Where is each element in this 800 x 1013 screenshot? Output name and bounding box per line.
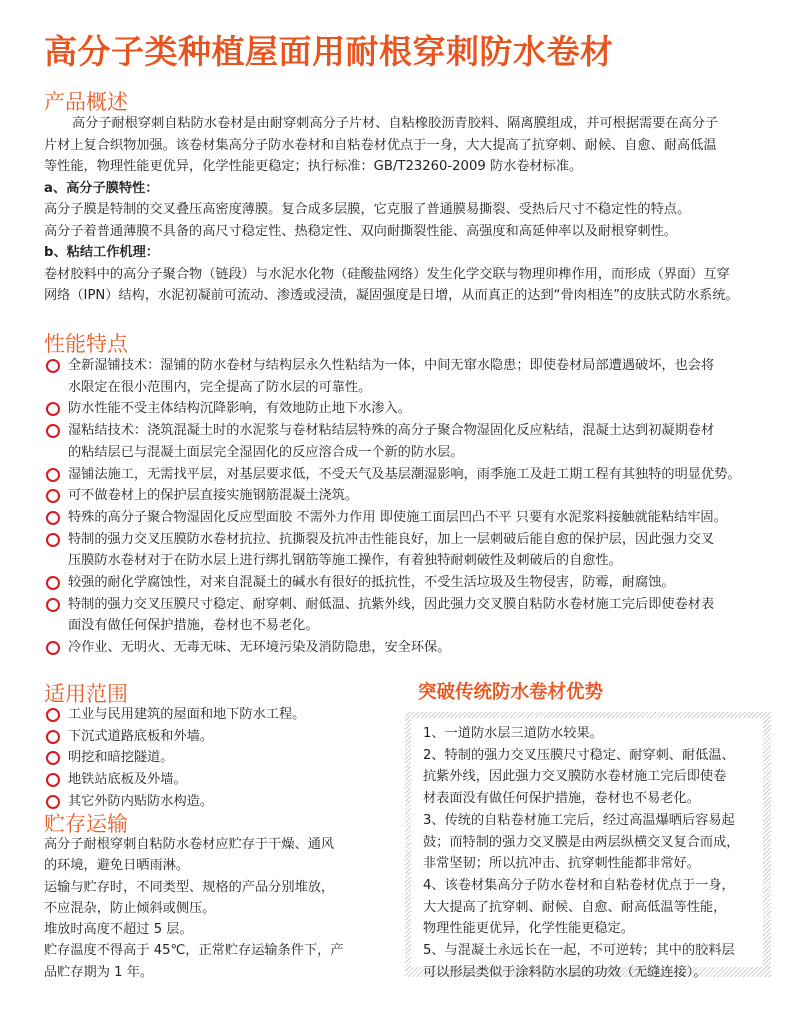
storage-line: 堆放时高度不超过 5 层。 xyxy=(44,922,193,938)
overview-heading: 产品概述 xyxy=(44,90,128,114)
feature-item: 特殊的高分子聚合物湿固化反应型面胶 不需外力作用 即使施工面层凹凸不平 只要有水泥浆料接触就能粘结牢固。 xyxy=(44,507,784,529)
advantage-line: 抗紫外线，因此强力交叉膜防水卷材施工完后即使卷 xyxy=(423,769,727,785)
circle-bullet-icon xyxy=(46,359,60,373)
feature-item: 冷作业、无明火、无毒无味、无环境污染及消防隐患，安全环保。 xyxy=(44,637,784,659)
overview-intro-line: 片材上复合织物加强。该卷材集高分子防水卷材和自粘卷材优点于一身，大大提高了抗穿刺、耐候、自愈、耐高低温 xyxy=(44,137,717,153)
circle-bullet-icon xyxy=(46,511,60,525)
advantage-line: 3、传统的自粘卷材施工完后，经过高温爆晒后容易起 xyxy=(423,812,735,828)
advantage-line: 1、一道防水层三道防水较果。 xyxy=(423,726,603,741)
advantage-line: 材表面没有做任何保护措施，卷材也不易老化。 xyxy=(423,791,700,807)
circle-bullet-icon xyxy=(46,773,60,787)
scope-item: 明挖和暗挖隧道。 xyxy=(44,747,384,769)
advantage-line: 可以形层类似于涂料防水层的功效（无缝连接）。 xyxy=(423,964,707,980)
scope-list xyxy=(44,704,384,813)
advantage-line: 5、与混凝土永远长在一起，不可逆转；其中的胶料层 xyxy=(423,943,735,959)
feature-item: 湿粘结技术：浇筑混凝土时的水泥浆与卷材粘结层特殊的高分子聚合物湿固化反应粘结，混凝土达到初凝期卷材 的粘结层已与混凝土面层完全湿固化的反应溶合成一个新的防水层。 xyxy=(44,420,784,463)
advantages-heading: 突破传统防水卷材优势 xyxy=(418,682,604,703)
storage-heading: 贮存运输 xyxy=(44,812,128,836)
circle-bullet-icon xyxy=(46,489,60,503)
bonding-mechanism-line: 卷材胶料中的高分子聚合物（链段）与水泥水化物（硅酸盐网络）发生化学交联与物理卯榫作用，而形成（界面）互穿 xyxy=(44,266,730,282)
advantage-line: 大大提高了抗穿刺、耐候、自愈、耐高低温等性能， xyxy=(423,899,727,915)
storage-line: 不应混杂，防止倾斜或侧压。 xyxy=(44,900,216,916)
circle-bullet-icon xyxy=(46,533,60,547)
bonding-mechanism-line: 网络（IPN）结构，水泥初凝前可流动、渗透或浸渍，凝固强度是日增，从而真正的达到“骨肉相连”的皮肤式防水系统。 xyxy=(44,288,739,303)
storage-line: 品贮存期为 1 年。 xyxy=(44,964,154,980)
feature-item: 湿铺法施工，无需找平层，对基层要求低，不受天气及基层潮湿影响，雨季施工及赶工期工程有其独特的明显优势。 xyxy=(44,464,784,486)
membrane-properties-line: 高分子着普通薄膜不具备的高尺寸稳定性、热稳定性、双向耐撕裂性能、高强度和高延伸率以及耐根穿刺性。 xyxy=(44,223,677,239)
storage-line: 高分子耐根穿刺自粘防水卷材应贮存于干燥、通风 xyxy=(44,837,335,852)
feature-item: 特制的强力交叉压膜防水卷材抗拉、抗撕裂及抗冲击性能良好，加上一层刺破后能自愈的保护层，因此强力交叉 压膜防水卷材对于在防水层上进行绑扎钢筋等施工操作，有着独特耐刺破性及刺破后的自愈性。 xyxy=(44,529,784,572)
circle-bullet-icon xyxy=(46,598,60,612)
membrane-properties-line: 高分子膜是特制的交叉叠压高密度薄膜。复合成多层膜，它克服了普通膜易撕裂、受热后尺寸不稳定性的特点。 xyxy=(44,202,691,217)
circle-bullet-icon xyxy=(46,576,60,590)
advantage-line: 物理性能更优异，化学性能更稳定。 xyxy=(423,921,634,937)
advantages-content xyxy=(411,718,763,980)
storage-line: 运输与贮存时，不同类型、规格的产品分别堆放， xyxy=(44,879,335,895)
storage-body xyxy=(44,834,344,983)
circle-bullet-icon xyxy=(46,424,60,438)
bonding-mechanism-heading: b、粘结工作机理： xyxy=(44,245,159,260)
overview-intro-line: 高分子耐根穿刺自粘防水卷材是由耐穿刺高分子片材、自粘橡胶沥青胶料、隔离膜组成，并可根据需要在高分子 xyxy=(72,116,719,131)
feature-item: 全新湿铺技术：湿铺的防水卷材与结构层永久性粘结为一体，中间无窜水隐患；即使卷材局部遭遇破坏，也会将 水限定在很小范围内，完全提高了防水层的可靠性。 xyxy=(44,355,784,398)
scope-item: 其它外防内贴防水构造。 xyxy=(44,791,384,813)
advantage-line: 2、特制的强力交叉压膜尺寸稳定、耐穿刺、耐低温、 xyxy=(423,747,735,763)
circle-bullet-icon xyxy=(46,402,60,416)
scope-item: 工业与民用建筑的屋面和地下防水工程。 xyxy=(44,704,384,726)
membrane-properties-heading: a、高分子膜特性： xyxy=(44,180,159,196)
overview-intro-line: 等性能，物理性能更优异，化学性能更稳定；执行标准：GB/T23260-2009 防水卷材标准。 xyxy=(44,159,583,174)
circle-bullet-icon xyxy=(46,468,60,482)
feature-item: 防水性能不受主体结构沉降影响，有效地防止地下水渗入。 xyxy=(44,398,784,420)
feature-item: 较强的耐化学腐蚀性，对来自混凝土的碱水有很好的抵抗性，不受生活垃圾及生物侵害，防霉，耐腐蚀。 xyxy=(44,572,784,594)
advantages-box xyxy=(405,712,771,980)
scope-item: 地铁站底板及外墙。 xyxy=(44,769,384,791)
page-title: 高分子类种植屋面用耐根穿刺防水卷材 xyxy=(44,32,614,71)
circle-bullet-icon xyxy=(46,708,60,722)
scope-item: 下沉式道路底板和外墙。 xyxy=(44,726,384,748)
scope-heading: 适用范围 xyxy=(44,682,128,706)
advantage-line: 非常坚韧；所以抗冲击、抗穿刺性能都非常好。 xyxy=(423,856,700,872)
circle-bullet-icon xyxy=(46,795,60,809)
features-list xyxy=(44,355,784,659)
feature-item: 可不做卷材上的保护层直接实施钢筋混凝土浇筑。 xyxy=(44,485,784,507)
overview-body xyxy=(44,113,739,307)
circle-bullet-icon xyxy=(46,751,60,765)
advantage-line: 鼓；而特制的强力交叉膜是由两层纵横交叉复合而成， xyxy=(423,834,740,850)
features-heading: 性能特点 xyxy=(44,332,128,356)
feature-item: 特制的强力交叉压膜尺寸稳定、耐穿刺、耐低温、抗紫外线，因此强力交叉膜自粘防水卷材施工完后即使卷材表 面没有做任何保护措施，卷材也不易老化。 xyxy=(44,594,784,637)
advantage-line: 4、该卷材集高分子防水卷材和自粘卷材优点于一身， xyxy=(423,877,735,893)
circle-bullet-icon xyxy=(46,641,60,655)
storage-line: 贮存温度不得高于 45℃，正常贮存运输条件下，产 xyxy=(44,943,344,959)
storage-line: 的环境，避免日晒雨淋。 xyxy=(44,858,190,874)
circle-bullet-icon xyxy=(46,730,60,744)
